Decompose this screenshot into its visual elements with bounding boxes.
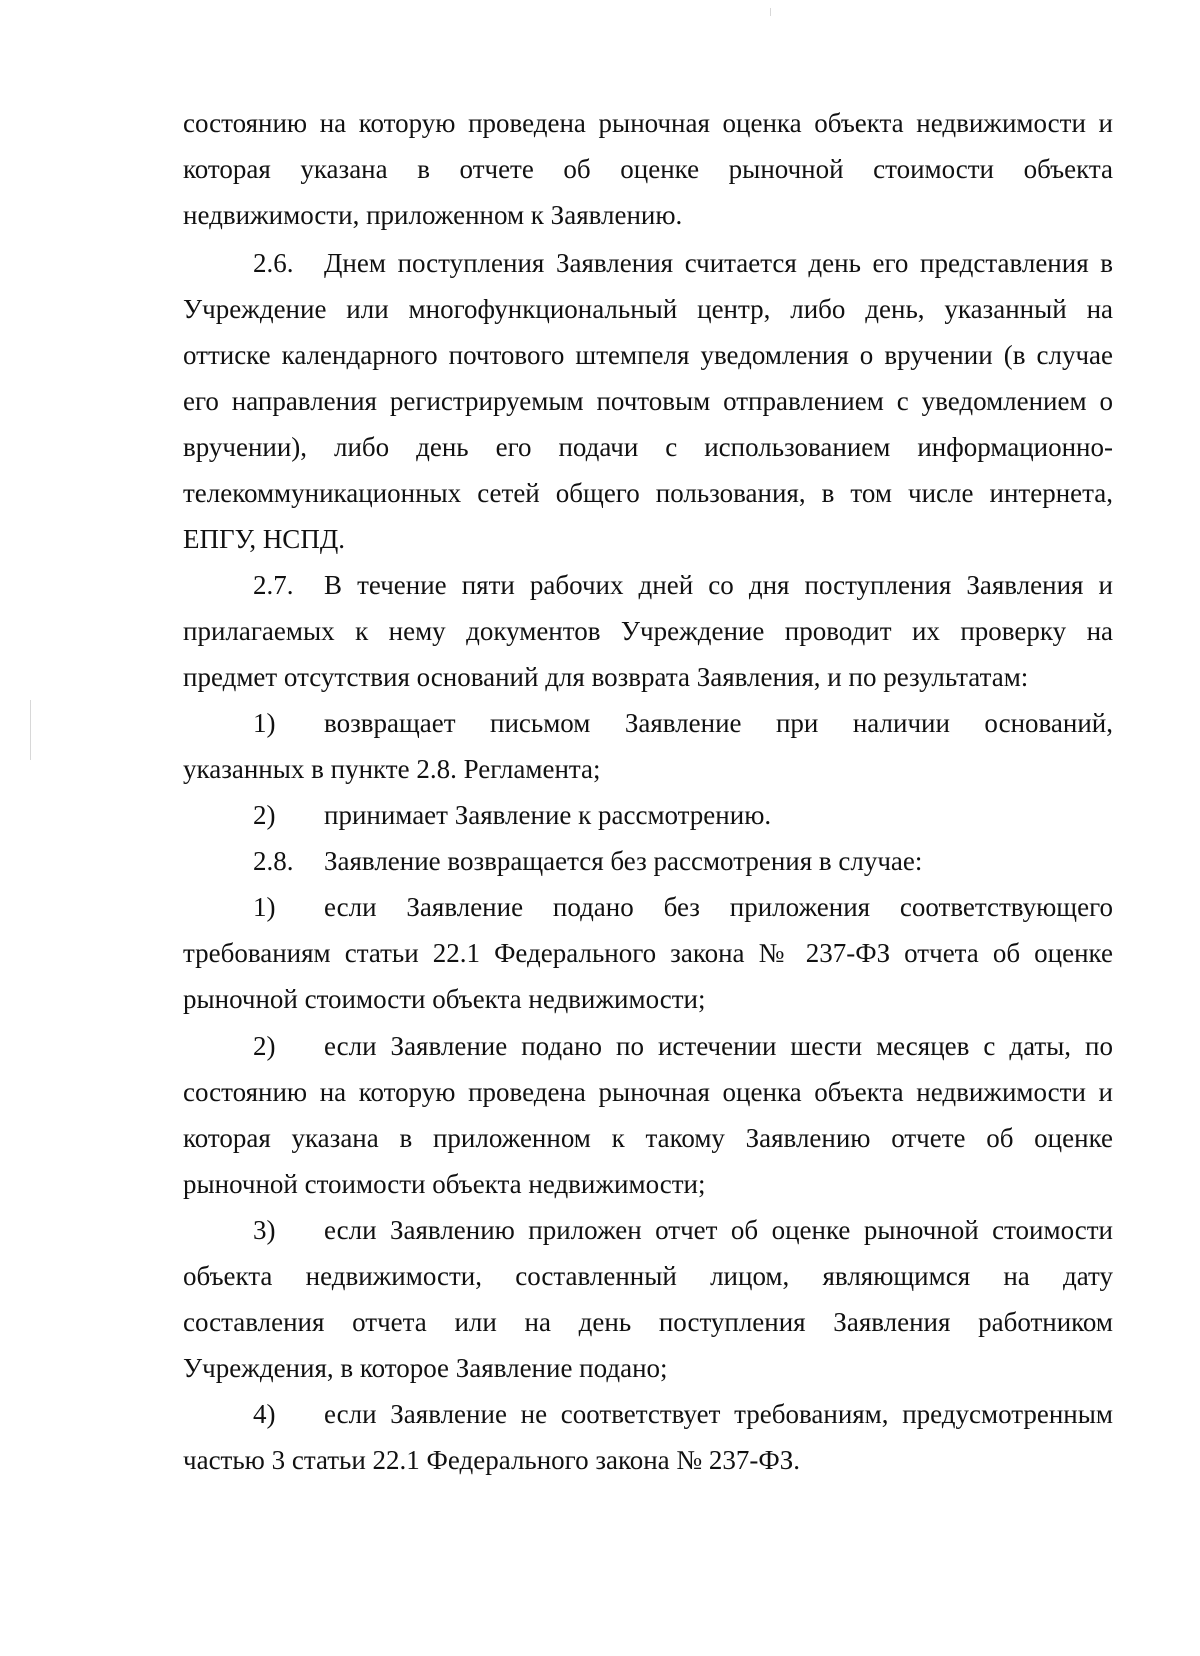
list-item-number: 3) [253, 1215, 276, 1245]
clause-number: 2.7. [253, 570, 294, 600]
list-item-first-line [253, 798, 771, 832]
paragraph-line: если Заявление подано без приложения соответствующего [324, 892, 1113, 922]
list-item-first-line [253, 1397, 1113, 1431]
paragraph-line: указанных в пункте 2.8. Регламента; [183, 754, 601, 784]
paragraph-line: если Заявлению приложен отчет об оценке рыночной стоимости [324, 1215, 1113, 1245]
paragraph-line: состоянию на которую проведена рыночная оценка объекта недвижимости и [183, 1077, 1113, 1107]
clause-2-6-first-line [253, 246, 1113, 280]
paragraph-line: Учреждение или многофункциональный центр, либо день, указанный на [183, 294, 1113, 324]
paragraph-line: Днем поступления Заявления считается день его представления в [324, 248, 1113, 278]
paragraph-line: частью 3 статьи 22.1 Федерального закона № 237-ФЗ. [183, 1445, 801, 1475]
paragraph-line: В течение пяти рабочих дней со дня поступления Заявления и [324, 570, 1113, 600]
paragraph-line: оттиске календарного почтового штемпеля уведомления о вручении (в случае [183, 340, 1113, 370]
list-item-number: 1) [253, 708, 276, 738]
list-item-number: 1) [253, 892, 276, 922]
list-item-number: 4) [253, 1399, 276, 1429]
paragraph-line: его направления регистрируемым почтовым отправлением с уведомлением о [183, 386, 1113, 416]
clause-2-7-first-line [253, 568, 1113, 602]
paragraph-line: рыночной стоимости объекта недвижимости; [183, 1169, 706, 1199]
paragraph-line: если Заявление подано по истечении шести месяцев с даты, по [324, 1031, 1113, 1061]
list-item-first-line [253, 890, 1113, 924]
paragraph-line: если Заявление не соответствует требованиям, предусмотренным [324, 1399, 1113, 1429]
scan-edge-mark [770, 8, 771, 16]
list-item-first-line [253, 1213, 1113, 1247]
paragraph-line: возвращает письмом Заявление при наличии оснований, [324, 708, 1113, 738]
paragraph-line: объекта недвижимости, составленный лицом, являющимся на дату [183, 1261, 1113, 1291]
paragraph-line: прилагаемых к нему документов Учреждение проводит их проверку на [183, 616, 1113, 646]
paragraph-line: Учреждения, в которое Заявление подано; [183, 1353, 668, 1383]
paragraph-line: вручении), либо день его подачи с использованием информационно- [183, 432, 1113, 462]
paragraph-line: которая указана в приложенном к такому Заявлению отчете об оценке [183, 1123, 1113, 1153]
paragraph-line: рыночной стоимости объекта недвижимости; [183, 984, 706, 1014]
paragraph-line: составления отчета или на день поступления Заявления работником [183, 1307, 1113, 1337]
clause-2-8-first-line [253, 844, 922, 878]
clause-number: 2.6. [253, 248, 294, 278]
paragraph-line: принимает Заявление к рассмотрению. [324, 800, 772, 830]
paragraph-line: которая указана в отчете об оценке рыночной стоимости объекта [183, 154, 1113, 184]
paragraph-line: состоянию на которую проведена рыночная оценка объекта недвижимости и [183, 108, 1113, 138]
paragraph-line: телекоммуникационных сетей общего пользования, в том числе интернета, [183, 478, 1113, 508]
list-item-number: 2) [253, 1031, 276, 1061]
scan-edge-mark [30, 700, 31, 760]
list-item-first-line [253, 1029, 1113, 1063]
paragraph-line: ЕПГУ, НСПД. [183, 524, 345, 554]
paragraph-line: требованиям статьи 22.1 Федерального закона № 237-ФЗ отчета об оценке [183, 938, 1113, 968]
paragraph-line: недвижимости, приложенном к Заявлению. [183, 200, 683, 230]
list-item-first-line [253, 706, 1113, 740]
clause-number: 2.8. [253, 846, 294, 876]
paragraph-line: предмет отсутствия оснований для возврата Заявления, и по результатам: [183, 662, 1029, 692]
paragraph-line: Заявление возвращается без рассмотрения в случае: [324, 846, 923, 876]
list-item-number: 2) [253, 800, 276, 830]
